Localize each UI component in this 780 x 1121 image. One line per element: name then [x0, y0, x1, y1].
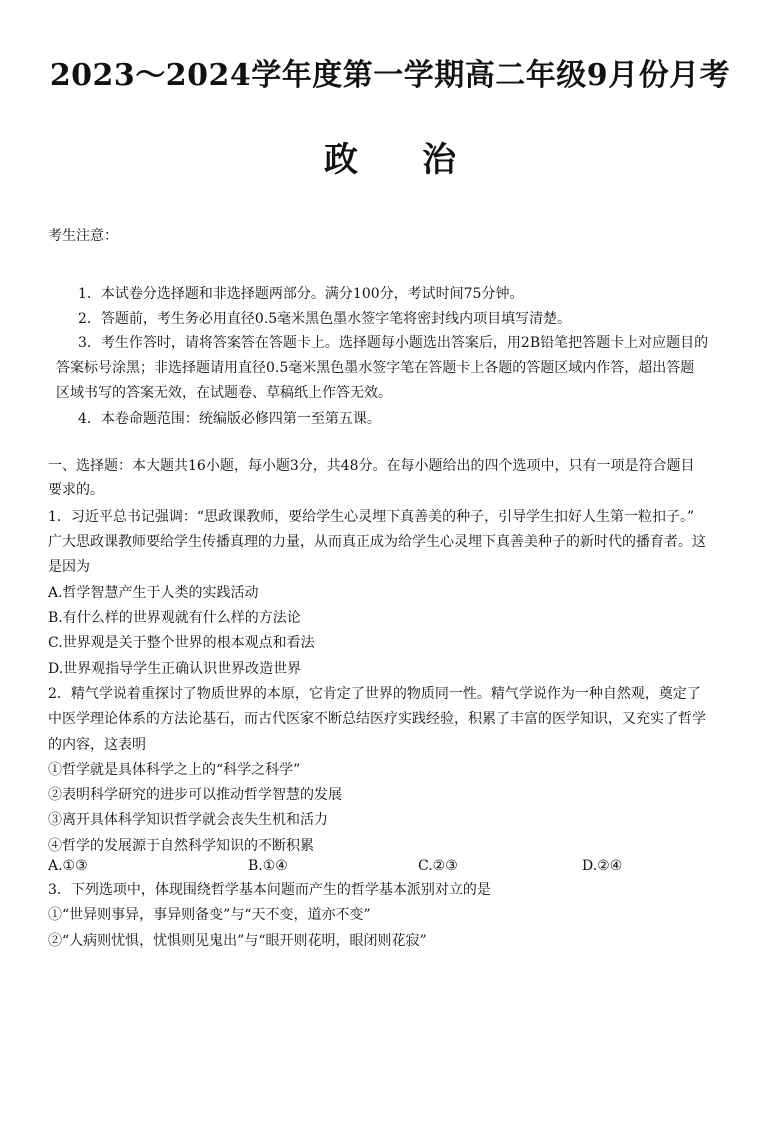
question-1-text: 1．习近平总书记强调：“思政课教师，要给学生心灵埋下真善美的种子，引导学生扣好人生第一粒扣子。” [48, 509, 695, 525]
question-1-text: 是因为 [48, 559, 90, 575]
notice-heading: 考生注意： [48, 228, 118, 244]
question-2-statement: ②表明科学研究的进步可以推动哲学智慧的发展 [48, 787, 342, 803]
question-3-statement: ①“世异则事异，事异则备变”与“天不变，道亦不变” [48, 907, 371, 923]
section-intro: 一、选择题：本大题共16小题，每小题3分，共48分。在每小题给出的四个选项中，只有一项是符合题目 [48, 458, 695, 474]
notice-item: 4．本卷命题范围：统编版必修四第一至第五课。 [78, 411, 381, 427]
question-2-statement: ①哲学就是具体科学之上的“科学之科学” [48, 762, 301, 778]
section-intro: 要求的。 [48, 482, 104, 498]
question-2-option-b: B.①④ [248, 858, 288, 874]
question-2-statement: ④哲学的发展源于自然科学知识的不断积累 [48, 838, 314, 854]
question-1-option-d: D.世界观指导学生正确认识世界改造世界 [48, 661, 302, 677]
notice-item: 答案标号涂黑；非选择题请用直径0.5毫米黑色墨水签字笔在答题卡上各题的答题区域内作答，超出答题 [56, 360, 695, 376]
notice-item: 区域书写的答案无效，在试题卷、草稿纸上作答无效。 [56, 385, 392, 401]
question-2-text: 的内容，这表明 [48, 737, 146, 753]
question-1-text: 广大思政课教师要给学生传播真理的力量，从而真正成为给学生心灵埋下真善美种子的新时代的播育者。这 [48, 534, 706, 550]
notice-item: 1．本试卷分选择题和非选择题两部分。满分100分，考试时间75分钟。 [78, 286, 524, 302]
question-1-option-b: B.有什么样的世界观就有什么样的方法论 [48, 610, 301, 626]
question-2-option-a: A.①③ [48, 858, 88, 874]
question-3-statement: ②“人病则忧惧，忧惧则见鬼出”与“眼开则花明，眼闭则花寂” [48, 933, 427, 949]
question-2-option-c: C.②③ [418, 858, 458, 874]
notice-item: 2．答题前，考生务必用直径0.5毫米黑色墨水签字笔将密封线内项目填写清楚。 [78, 311, 572, 327]
subject-title: 政治 [324, 140, 520, 180]
question-1-option-a: A.哲学智慧产生于人类的实践活动 [48, 585, 259, 601]
exam-title: 2023～2024学年度第一学期高二年级9月份月考 [49, 58, 731, 93]
question-1-option-c: C.世界观是关于整个世界的根本观点和看法 [48, 635, 315, 651]
question-2-text: 2．精气学说着重探讨了物质世界的本原，它肯定了世界的物质同一性。精气学说作为一种自然观，奠定了 [48, 686, 701, 702]
question-2-statement: ③离开具体科学知识哲学就会丧失生机和活力 [48, 812, 328, 828]
question-2-text: 中医学理论体系的方法论基石，而古代医家不断总结医疗实践经验，积累了丰富的医学知识，又充实了哲学 [48, 711, 706, 727]
notice-item: 3．考生作答时，请将答案答在答题卡上。选择题每小题选出答案后，用2B铅笔把答题卡上对应题目的 [78, 335, 709, 351]
question-3-text: 3．下列选项中，体现围绕哲学基本问题而产生的哲学基本派别对立的是 [48, 882, 491, 898]
question-2-option-d: D.②④ [582, 858, 623, 874]
